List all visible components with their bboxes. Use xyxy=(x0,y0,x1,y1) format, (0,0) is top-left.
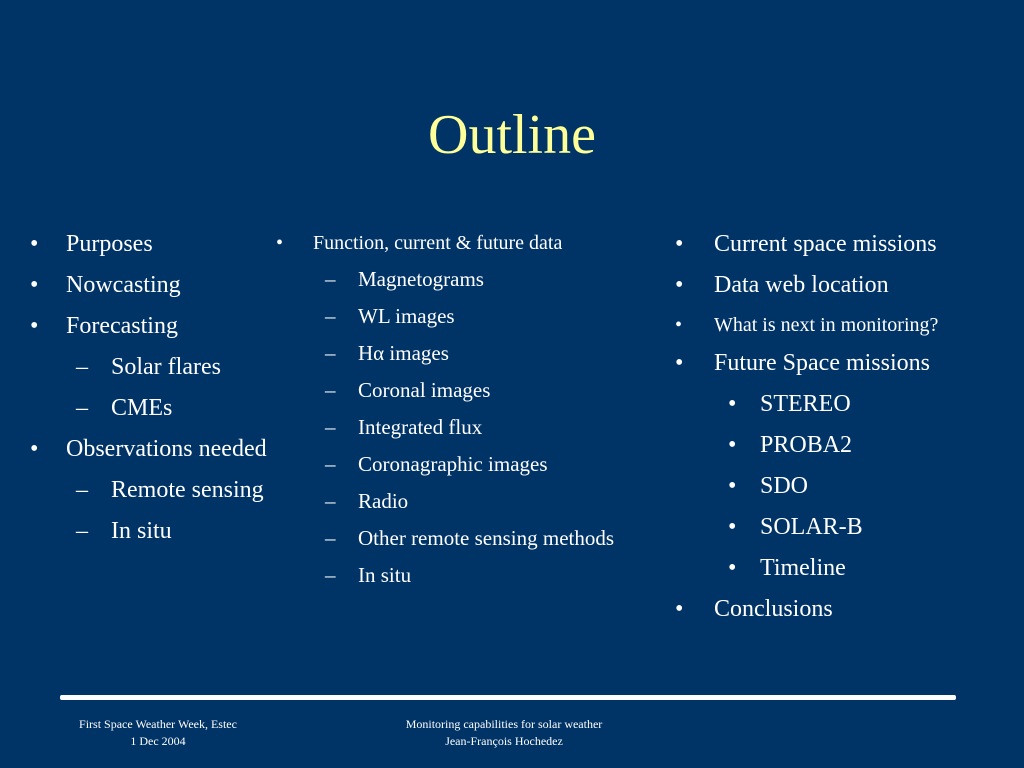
dash-marker: – xyxy=(76,354,88,380)
dash-marker: – xyxy=(325,341,336,365)
bullet-marker: • xyxy=(675,596,684,622)
list-item-text: SOLAR-B xyxy=(760,514,863,540)
dash-marker: – xyxy=(325,378,336,402)
footer-divider xyxy=(60,695,956,700)
bullet-marker: • xyxy=(728,555,737,581)
slide-title: Outline xyxy=(428,104,596,166)
list-item-text: Function, current & future data xyxy=(313,232,563,254)
list-item-text: Remote sensing xyxy=(111,477,264,503)
dash-marker: – xyxy=(76,395,88,421)
bullet-marker: • xyxy=(30,313,39,339)
bullet-marker: • xyxy=(728,514,737,540)
list-item-text: SDO xyxy=(760,473,809,499)
bullet-marker: • xyxy=(276,232,284,254)
bullet-marker: • xyxy=(675,272,684,298)
dash-marker: – xyxy=(325,267,336,291)
list-item-text: Observations needed xyxy=(66,436,267,462)
bullet-marker: • xyxy=(675,350,684,376)
list-item-text: What is next in monitoring? xyxy=(714,314,939,336)
bullet-marker: • xyxy=(30,436,39,462)
list-item-text: Forecasting xyxy=(66,313,178,339)
bullet-marker: • xyxy=(30,272,39,298)
list-item-text: Radio xyxy=(358,489,409,513)
bullet-marker: • xyxy=(675,314,683,336)
list-item-text: Data web location xyxy=(714,272,889,298)
list-item-text: PROBA2 xyxy=(760,432,853,458)
bullet-marker: • xyxy=(728,473,737,499)
dash-marker: – xyxy=(325,563,336,587)
list-item-text: Integrated flux xyxy=(358,415,483,439)
list-item-text: Magnetograms xyxy=(358,267,484,291)
list-item-text: Solar flares xyxy=(111,354,221,380)
dash-marker: – xyxy=(76,518,88,544)
bullet-marker: • xyxy=(30,231,39,257)
dash-marker: – xyxy=(76,477,88,503)
dash-marker: – xyxy=(325,415,336,439)
list-item-text: Other remote sensing methods xyxy=(358,526,615,550)
dash-marker: – xyxy=(325,304,336,328)
dash-marker: – xyxy=(325,489,336,513)
list-item-text: CMEs xyxy=(111,395,173,421)
bullet-marker: • xyxy=(728,391,737,417)
bullet-marker: • xyxy=(675,231,684,257)
dash-marker: – xyxy=(325,452,336,476)
footer-author: Jean-François Hochedez xyxy=(445,734,563,748)
footer-event-info xyxy=(48,716,268,750)
list-item-text: Future Space missions xyxy=(714,350,930,376)
list-item-text: STEREO xyxy=(760,391,851,417)
list-item-text: Coronal images xyxy=(358,378,491,402)
footer-presentation-info xyxy=(370,716,638,750)
list-item-text: Nowcasting xyxy=(66,272,181,298)
list-item-text: Coronagraphic images xyxy=(358,452,548,476)
list-item-text: Hα images xyxy=(358,341,449,365)
list-item-text: Timeline xyxy=(760,555,846,581)
bullet-marker: • xyxy=(728,432,737,458)
list-item-text: In situ xyxy=(111,518,172,544)
footer-event-name: First Space Weather Week, Estec xyxy=(79,717,237,731)
list-item-text: Current space missions xyxy=(714,231,937,257)
footer-presentation-title: Monitoring capabilities for solar weather xyxy=(405,717,603,731)
list-item-text: Purposes xyxy=(66,231,153,257)
list-item-text: WL images xyxy=(358,304,455,328)
footer-date: 1 Dec 2004 xyxy=(130,734,186,748)
dash-marker: – xyxy=(325,526,336,550)
list-item-text: Conclusions xyxy=(714,596,833,622)
list-item-text: In situ xyxy=(358,563,412,587)
